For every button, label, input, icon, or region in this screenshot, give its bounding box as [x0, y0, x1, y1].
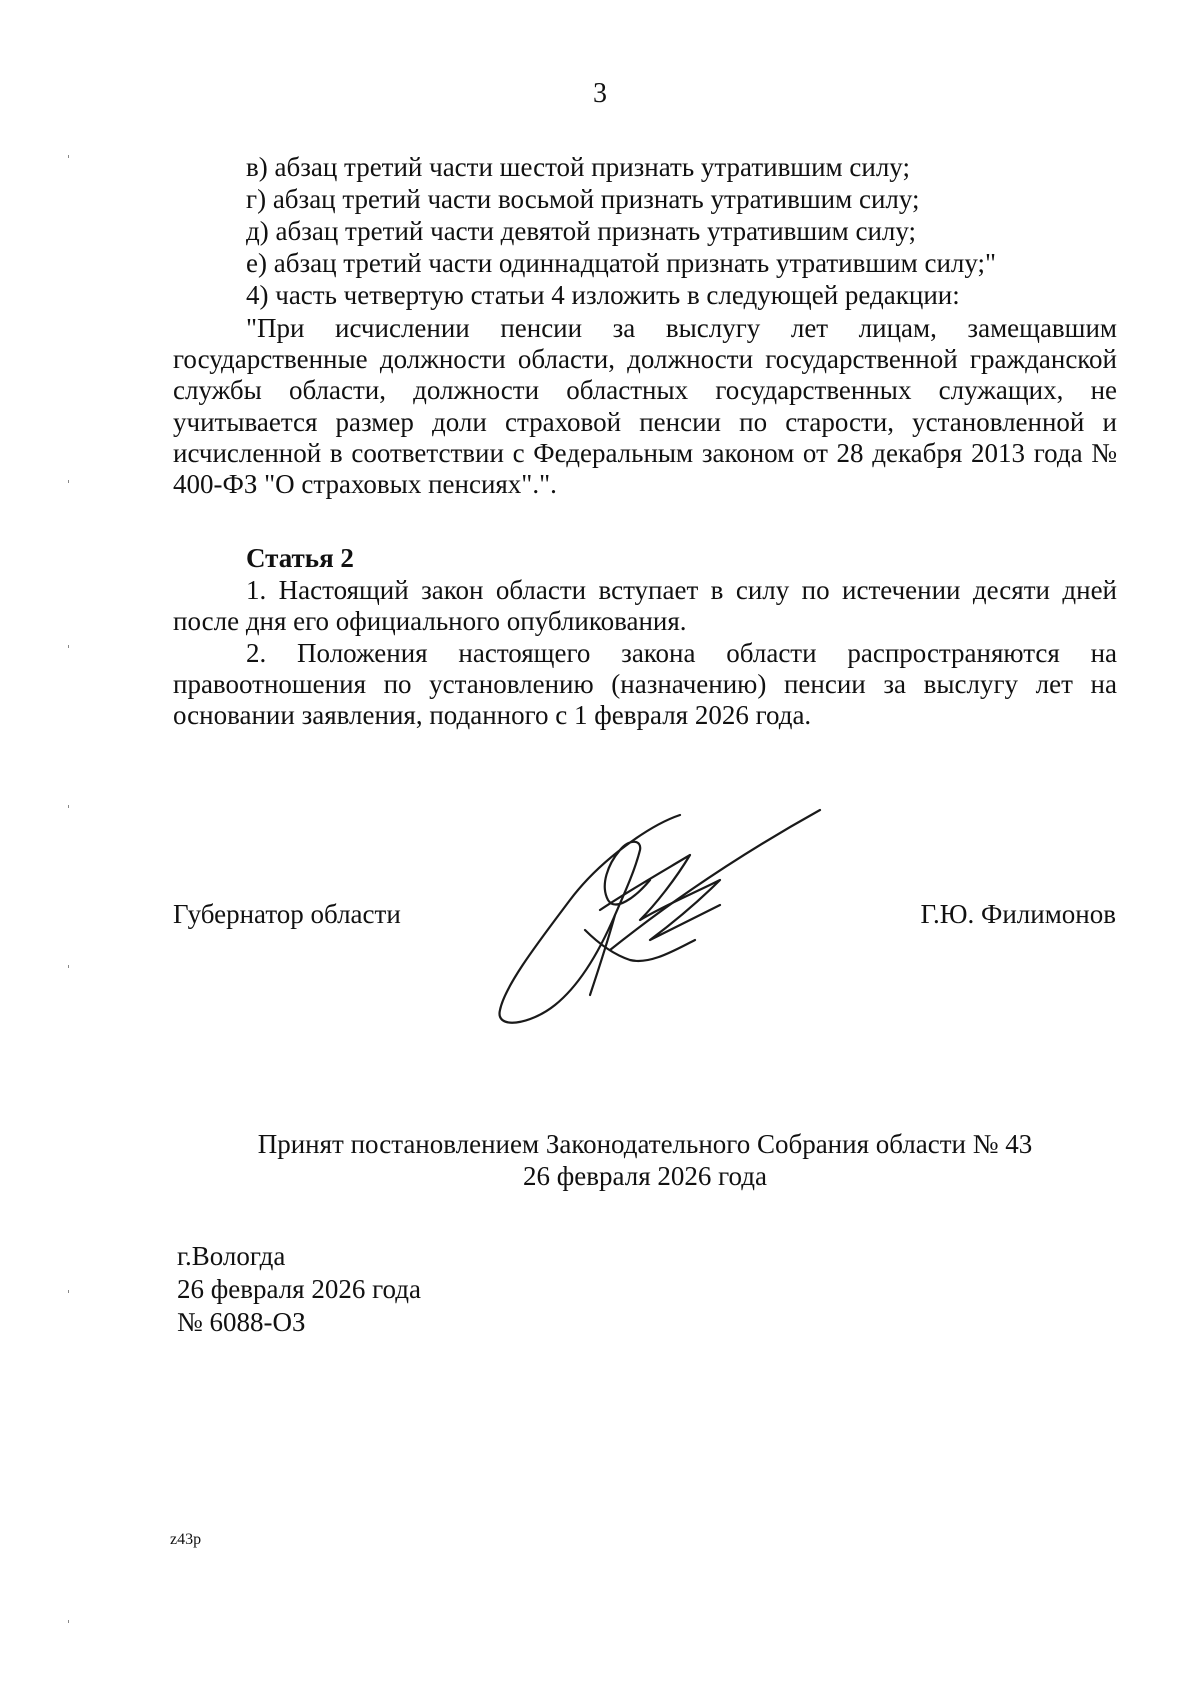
margin-tick: [68, 480, 69, 483]
amendment-item-4-intro: 4) часть четвертую статьи 4 изложить в следующей редакции:: [246, 280, 960, 310]
article-2-paragraph-2: 2. Положения настоящего закона области распространяются на правоотношения по установлению (назначению) пенсии за выслугу лет на основании заявления, поданного с 1 февраля 2026 года.: [173, 638, 1117, 731]
law-date: 26 февраля 2026 года: [177, 1274, 421, 1304]
footer-code: z43p: [170, 1531, 202, 1548]
city: г.Вологда: [177, 1241, 286, 1271]
article-2-paragraph-1: 1. Настоящий закон области вступает в силу по истечении десяти дней после дня его официального опубликования.: [173, 575, 1117, 637]
amendment-item-v: в) абзац третий части шестой признать утратившим силу;: [246, 152, 910, 182]
margin-tick: [68, 1620, 69, 1623]
adoption-line-1: Принят постановлением Законодательного Собрания области № 43: [257, 1129, 1033, 1159]
page-number: 3: [593, 78, 607, 109]
article-2-heading: Статья 2: [246, 543, 354, 573]
amendment-item-g: г) абзац третий части восьмой признать утратившим силу;: [246, 184, 920, 214]
adoption-date: 26 февраля 2026 года: [523, 1161, 767, 1191]
margin-tick: [68, 1290, 69, 1293]
law-number: № 6088-ОЗ: [177, 1307, 306, 1337]
signatory-position: Губернатор области: [173, 899, 401, 929]
item-4-new-text: "При исчислении пенсии за выслугу лет лицам, замещавшим государственные должности области, должности государственной гражданской службы области, должности областных государственных служащих, не учитывается размер доли страховой пенсии по старости, установленной и исчисленной в соответствии с Федеральным законом от 28 декабря 2013 года № 400-ФЗ "О страховых пенсиях".".: [173, 313, 1117, 500]
margin-tick: [68, 645, 69, 648]
margin-tick: [68, 965, 69, 968]
amendment-item-d: д) абзац третий части девятой признать утратившим силу;: [246, 216, 917, 246]
handwritten-signature: [490, 800, 830, 1030]
margin-tick: [68, 805, 69, 808]
margin-tick: [68, 155, 69, 158]
signatory-name: Г.Ю. Филимонов: [920, 899, 1116, 929]
amendment-item-e: е) абзац третий части одиннадцатой признать утратившим силу;": [246, 248, 997, 278]
